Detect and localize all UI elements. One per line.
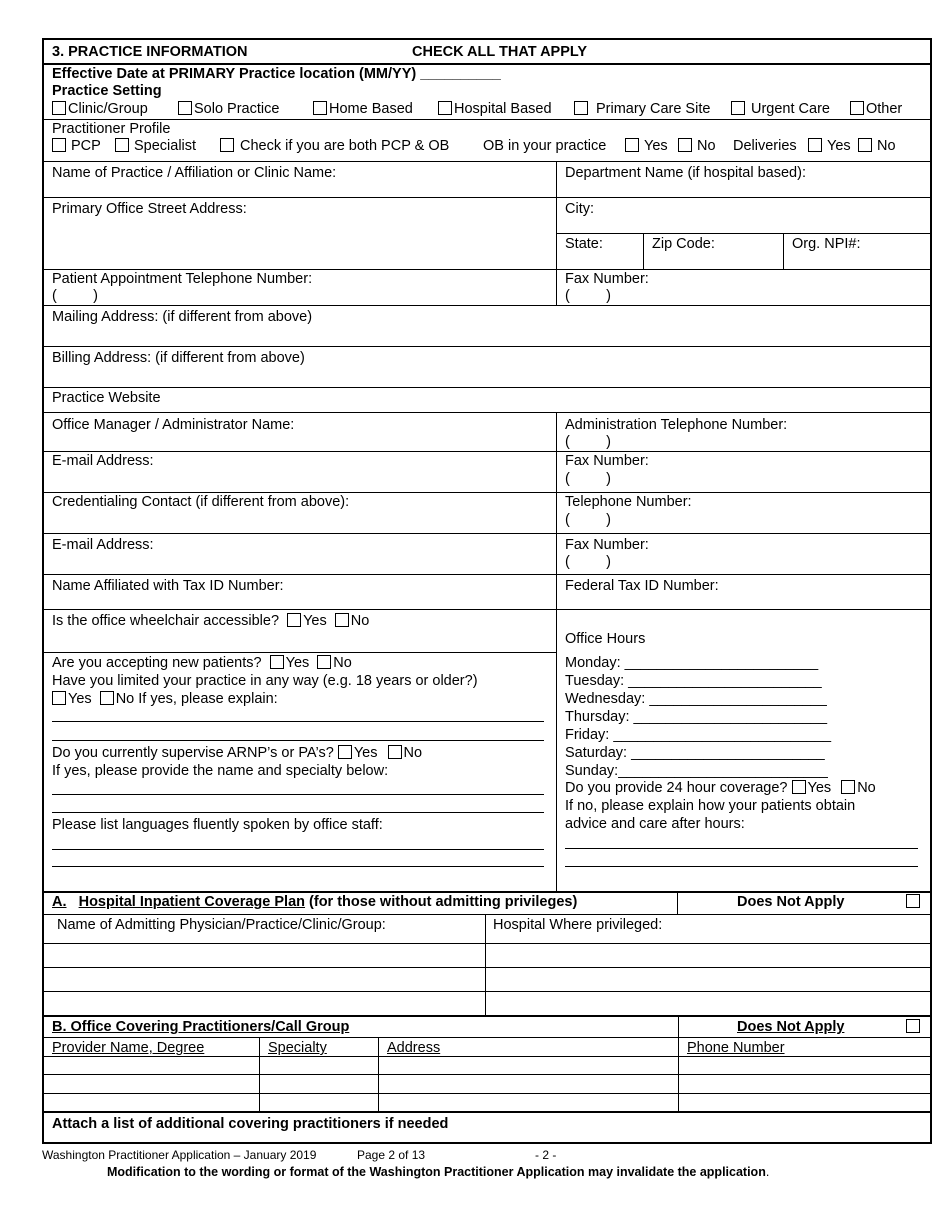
divider [42,305,932,306]
fax-paren-2: ( ) [565,471,611,487]
provider-name-header: Provider Name, Degree [52,1040,205,1056]
hospital-privileged-header: Hospital Where privileged: [493,917,663,933]
limited-question: Have you limited your practice in any way (e.g. 18 years or older?) [52,673,478,689]
ob-practice-label: OB in your practice [483,138,607,154]
wheelchair-yes-checkbox[interactable] [287,613,301,627]
ob-yes-option: Yes [625,138,668,155]
phone-number-header: Phone Number [687,1040,785,1056]
table-row[interactable] [42,967,932,968]
footer-page: Page 2 of 13 [357,1148,426,1162]
pcp-checkbox[interactable] [52,138,66,152]
billing-address-field[interactable]: Billing Address: (if different from above) [52,350,305,366]
home-based-checkbox[interactable] [313,101,327,115]
primary-care-option: Primary Care Site [574,101,710,118]
section-a-dna: Does Not Apply [737,894,845,910]
divider [42,63,932,65]
divider [42,914,932,915]
hospital-based-checkbox[interactable] [438,101,452,115]
deliveries-no-option: No [858,138,896,155]
state-field[interactable]: State: [565,236,603,252]
hours-wednesday[interactable]: Wednesday: ______________________ [565,691,827,707]
table-row[interactable] [42,991,932,992]
limited-options: Yes No If yes, please explain: [52,691,278,708]
answer-line[interactable] [52,812,544,813]
hours-saturday[interactable]: Saturday: ________________________ [565,745,825,761]
divider [42,161,932,162]
solo-option: Solo Practice [178,101,279,118]
office-hours-title: Office Hours [565,631,646,647]
section-a-dna-checkbox[interactable] [906,894,920,908]
new-patients-question: Are you accepting new patients? Yes No [52,655,352,671]
answer-line[interactable] [52,794,544,795]
hours-sunday[interactable]: Sunday:__________________________ [565,763,828,779]
divider [42,412,932,413]
section-header: 3. PRACTICE INFORMATION [52,44,248,60]
cred-contact-field[interactable]: Credentialing Contact (if different from above): [52,494,350,510]
table-row[interactable] [42,943,932,944]
admin-phone-paren: ( ) [565,434,611,450]
zip-field[interactable]: Zip Code: [652,236,715,252]
fax-field-2[interactable]: Fax Number: [565,453,649,469]
street-address-field[interactable]: Primary Office Street Address: [52,201,247,217]
answer-line[interactable] [52,721,544,722]
specialty-header: Specialty [268,1040,327,1056]
profile-label: Practitioner Profile [52,121,171,137]
supervise-detail: If yes, please provide the name and specialty below: [52,763,389,779]
divider [42,1037,932,1038]
effective-date: Effective Date at PRIMARY Practice location (MM/YY) __________ [52,66,501,82]
hours-thursday[interactable]: Thursday: ________________________ [565,709,828,725]
section-a-title: A. Hospital Inpatient Coverage Plan (for those without admitting privileges) [52,894,578,910]
if-no-text-1: If no, please explain how your patients obtain [565,798,856,814]
section-b-title: B. Office Covering Practitioners/Call Group [52,1019,350,1035]
admin-phone-field[interactable]: Administration Telephone Number: [565,417,788,433]
if-no-text-2: advice and care after hours: [565,816,745,832]
languages-question: Please list languages fluently spoken by office staff: [52,817,383,833]
deliveries-label: Deliveries [733,138,797,154]
limited-yes-checkbox[interactable] [52,691,66,705]
column-divider [556,412,557,892]
answer-line[interactable] [52,740,544,741]
hours-monday[interactable]: Monday: ________________________ [565,655,819,671]
section-b-dna-checkbox[interactable] [906,1019,920,1033]
wheelchair-question: Is the office wheelchair accessible? Yes No [52,613,370,629]
fax-paren: ( ) [565,288,611,304]
answer-line[interactable] [52,849,544,850]
npi-field[interactable]: Org. NPI#: [792,236,861,252]
ob-no-option: No [678,138,716,155]
manager-field[interactable]: Office Manager / Administrator Name: [52,417,295,433]
answer-line[interactable] [565,866,918,867]
attach-note: Attach a list of additional covering practitioners if needed [52,1116,449,1132]
telephone-paren: ( ) [565,512,611,528]
limited-no-checkbox[interactable] [100,691,114,705]
urgent-care-checkbox[interactable] [731,101,745,115]
column-divider [678,1015,679,1112]
website-field[interactable]: Practice Website [52,390,161,406]
fax-field[interactable]: Fax Number: [565,271,649,287]
address-header: Address [387,1040,441,1056]
divider [42,609,932,610]
footer-page-number: - 2 - [535,1148,557,1162]
ob-yes-checkbox[interactable] [625,138,639,152]
both-option: Check if you are both PCP & OB [220,138,449,155]
divider [42,451,932,452]
mailing-address-field[interactable]: Mailing Address: (if different from above) [52,309,313,325]
table-row[interactable] [42,1074,932,1075]
email-field-2[interactable]: E-mail Address: [52,537,154,553]
supervise-question: Do you currently supervise ARNP’s or PA’s? Yes No [52,745,423,761]
column-divider [677,891,678,915]
table-row[interactable] [42,1056,932,1057]
coverage-question: Do you provide 24 hour coverage? Yes No [565,780,876,796]
divider [42,533,932,534]
supervise-no-checkbox[interactable] [388,745,402,759]
answer-line[interactable] [565,848,918,849]
new-patients-yes-checkbox[interactable] [270,655,284,669]
both-pcp-ob-checkbox[interactable] [220,138,234,152]
column-divider [643,233,644,269]
hours-friday[interactable]: Friday: ___________________________ [565,727,832,743]
divider [42,652,556,653]
column-divider [485,914,486,1015]
email-field[interactable]: E-mail Address: [52,453,154,469]
practice-setting-options: Clinic/Group [52,101,148,118]
footer-warning: Modification to the wording or format of the Washington Practitioner Application may invalidate the application. [107,1165,770,1179]
coverage-yes-checkbox[interactable] [792,780,806,794]
telephone-field[interactable]: Telephone Number: [565,494,692,510]
solo-practice-checkbox[interactable] [178,101,192,115]
divider [556,233,932,234]
specialist-checkbox[interactable] [115,138,129,152]
table-row[interactable] [42,1093,932,1094]
divider [42,387,932,388]
divider [42,269,932,270]
divider [42,346,932,347]
department-field[interactable]: Department Name (if hospital based): [565,165,806,181]
check-all-label: CHECK ALL THAT APPLY [412,44,588,60]
deliveries-yes-checkbox[interactable] [808,138,822,152]
divider [42,197,932,198]
wheelchair-no-checkbox[interactable] [335,613,349,627]
divider [42,574,932,575]
divider [42,492,932,493]
deliveries-no-checkbox[interactable] [858,138,872,152]
deliveries-yes-option: Yes [808,138,851,155]
appt-phone-paren: ( ) [52,288,98,304]
answer-line[interactable] [52,866,544,867]
column-divider [783,233,784,269]
appt-phone-field[interactable]: Patient Appointment Telephone Number: [52,271,313,287]
tax-name-field[interactable]: Name Affiliated with Tax ID Number: [52,578,284,594]
divider [42,1111,932,1113]
new-patients-no-checkbox[interactable] [317,655,331,669]
practice-name-field[interactable]: Name of Practice / Affiliation or Clinic Name: [52,165,337,181]
supervise-yes-checkbox[interactable] [338,745,352,759]
hospital-option: Hospital Based [438,101,552,118]
primary-care-checkbox[interactable] [574,101,588,115]
urgent-care-option: Urgent Care [731,101,830,118]
home-option: Home Based [313,101,413,118]
coverage-no-checkbox[interactable] [841,780,855,794]
other-checkbox[interactable] [850,101,864,115]
other-option: Other [850,101,902,118]
ob-no-checkbox[interactable] [678,138,692,152]
section-b-dna: Does Not Apply [737,1019,845,1035]
fax-field-3[interactable]: Fax Number: [565,537,649,553]
pcp-option: PCP [52,138,101,155]
clinic-group-checkbox[interactable] [52,101,66,115]
specialist-option: Specialist [115,138,196,155]
footer-app-name: Washington Practitioner Application – January 2019 [42,1148,317,1162]
city-field[interactable]: City: [565,201,594,217]
divider [42,119,932,120]
fax-paren-3: ( ) [565,554,611,570]
admitting-physician-header: Name of Admitting Physician/Practice/Clinic/Group: [57,917,386,933]
divider [42,891,932,893]
divider [42,1015,932,1017]
hours-tuesday[interactable]: Tuesday: ________________________ [565,673,822,689]
tax-id-field[interactable]: Federal Tax ID Number: [565,578,719,594]
practice-setting-label: Practice Setting [52,83,162,99]
